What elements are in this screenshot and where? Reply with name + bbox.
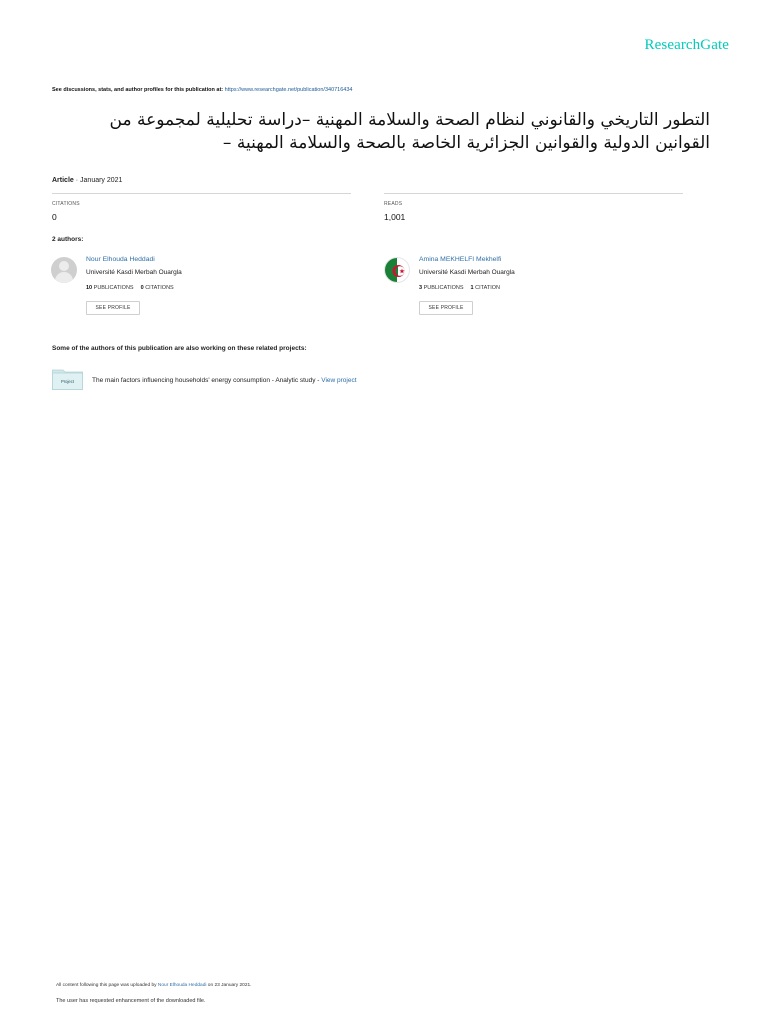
reads-value: 1,001 [384, 212, 406, 222]
enhancement-note: The user has requested enhancement of the downloaded file. [56, 998, 206, 1004]
citations-label: CITATIONS [52, 201, 80, 207]
upload-suffix: on 23 January 2021. [207, 983, 252, 988]
author-citations-count: 0 [140, 285, 144, 291]
author-stats [419, 285, 500, 291]
algeria-flag-icon[interactable] [384, 257, 410, 283]
publication-url-link[interactable]: https://www.researchgate.net/publication/340716434 [224, 87, 353, 93]
upload-note [56, 983, 252, 988]
related-projects-label: Some of the authors of this publication are also working on these related projects: [52, 345, 307, 352]
citations-divider [52, 193, 351, 194]
project-item [92, 377, 357, 384]
reads-label: READS [384, 201, 403, 207]
author-name-link[interactable]: Nour Elhouda Heddadi [86, 256, 155, 263]
project-icon-label: Project [60, 378, 75, 384]
authors-label: 2 authors: [52, 236, 84, 243]
citations-value: 0 [52, 212, 57, 222]
publication-title: التطور التاريخي والقانوني لنظام الصحة والسلامة المهنية –دراسة تحليلية لمجموعة من القوانين الدولية والقوانين الجزائرية الخاصة بالصحة والسلامة المهنية – [109, 110, 710, 153]
discussion-prefix: See discussions, stats, and author profiles for this publication at: [52, 87, 224, 93]
author-citations-label: CITATIONS [145, 285, 174, 291]
author-citations-count: 1 [470, 285, 474, 291]
author-publications-label: PUBLICATIONS [93, 285, 134, 291]
author-publications-count: 10 [86, 285, 93, 291]
see-profile-button[interactable]: SEE PROFILE [86, 301, 140, 315]
article-type: Article [52, 177, 74, 184]
view-project-link[interactable]: View project [321, 377, 357, 384]
project-title: The main factors influencing households' energy consumption - Analytic study [92, 377, 316, 384]
researchgate-logo[interactable]: ResearchGate [644, 37, 729, 53]
reads-divider [384, 193, 683, 194]
discussion-line [52, 87, 352, 93]
author-publications-label: PUBLICATIONS [423, 285, 464, 291]
author-publications-count: 3 [419, 285, 423, 291]
see-profile-button[interactable]: SEE PROFILE [419, 301, 473, 315]
author-name-link[interactable]: Amina MEKHELFI Mekhelfi [419, 256, 502, 263]
upload-prefix: All content following this page was uploaded by [56, 983, 157, 988]
article-meta [52, 177, 122, 184]
article-date: January 2021 [80, 177, 123, 184]
project-folder-icon[interactable] [52, 367, 83, 390]
uploader-link[interactable]: Nour Elhouda Heddadi [157, 983, 207, 988]
author-citations-label: CITATION [475, 285, 500, 291]
author-institution: Université Kasdi Merbah Ouargla [86, 269, 182, 276]
author-institution: Université Kasdi Merbah Ouargla [419, 269, 515, 276]
project-separator: - [315, 377, 322, 384]
author-stats [86, 285, 174, 291]
article-separator: · [73, 177, 81, 184]
person-placeholder-icon[interactable] [51, 257, 77, 283]
